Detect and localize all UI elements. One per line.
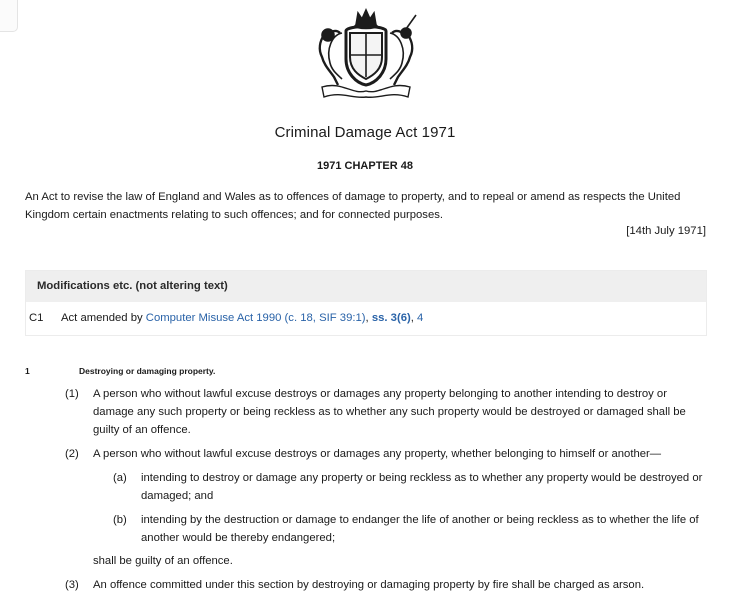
modification-separator: , (365, 312, 372, 324)
subsection-closing-text: shall be guilty of an offence. (93, 555, 233, 567)
section-4-link[interactable]: 4 (417, 312, 424, 324)
paragraph-number: (b) (113, 514, 127, 526)
paragraph-text: intending to destroy or damage any property or being reckless as to whether any property would be destroyed or damaged; and (141, 472, 703, 502)
paragraph-number: (a) (113, 472, 127, 484)
modification-separator: , (410, 312, 418, 324)
royal-coat-of-arms-icon (312, 5, 420, 99)
section-number: 1 (25, 366, 30, 376)
subsection-number: (3) (65, 579, 79, 591)
side-panel-tab[interactable] (0, 0, 18, 32)
act-chapter: 1971 CHAPTER 48 (317, 160, 413, 172)
subsection-number: (1) (65, 388, 79, 400)
modification-row (26, 302, 706, 324)
modification-text: Act amended by (61, 312, 146, 324)
subsection-text: A person who without lawful excuse destroys or damages any property belonging to another intending to destroy or damage any such property or being reckless as to whether any such property would be destroyed or damaged shall be guilty of an offence. (93, 388, 686, 436)
modification-key: C1 (29, 312, 44, 324)
paragraph-text: intending by the destruction or damage to endanger the life of another or being reckless as to whether the life of another would be thereby endangered; (141, 514, 699, 544)
subsection-text: An offence committed under this section by destroying or damaging property by fire shall be charged as arson. (93, 579, 645, 591)
modifications-heading: Modifications etc. (not altering text) (26, 271, 706, 302)
act-date: [14th July 1971] (626, 225, 706, 237)
act-long-title: An Act to revise the law of England and Wales as to offences of damage to property, and to repeal or amend as respects the United Kingdom certain enactments relating to such offences; and for connected purposes. (25, 191, 681, 221)
section-3-6-link[interactable]: ss. 3(6) (371, 312, 411, 324)
act-title: Criminal Damage Act 1971 (274, 124, 456, 141)
subsection-number: (2) (65, 448, 79, 460)
subsection-text: A person who without lawful excuse destroys or damages any property, whether belonging to himself or another— (93, 448, 662, 460)
computer-misuse-act-link[interactable]: Computer Misuse Act 1990 (c. 18, SIF 39:1) (145, 312, 366, 324)
section-heading: Destroying or damaging property. (79, 366, 216, 376)
modifications-panel (25, 270, 707, 336)
